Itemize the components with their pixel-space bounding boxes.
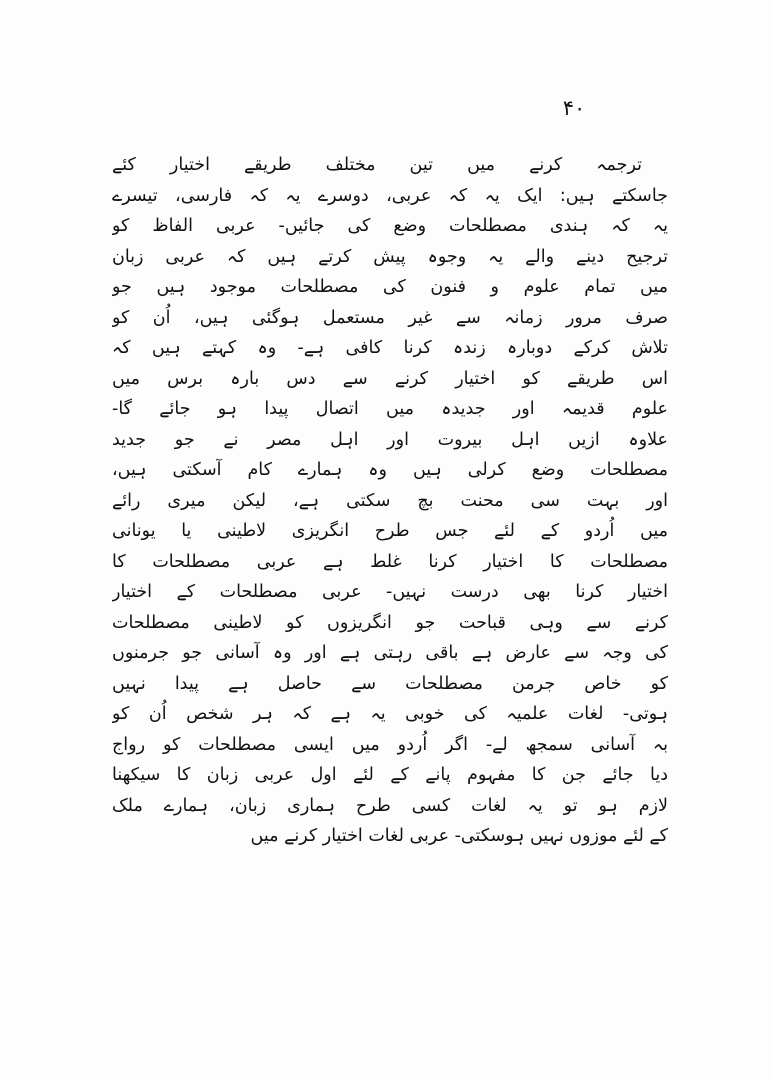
text-line: کرنے سے وہی قباحت جو انگریزوں کو لاطینی مصطلحات bbox=[112, 612, 668, 633]
text-line: لازم ہو تو یہ لغات کسی طرح ہماری زبان، ہمارے ملک bbox=[112, 795, 668, 816]
text-line: اس طریقے کو اختیار کرنے سے دس بارہ برس میں bbox=[112, 368, 668, 389]
text-line: میں اُردو کے لئے جس طرح انگریزی لاطینی یا یونانی bbox=[112, 521, 668, 541]
text-line: دیا جائے جن کا مفہوم پانے کے لئے اول عربی زبان کا سیکھنا bbox=[112, 765, 668, 785]
page-number: ۴۰ bbox=[562, 96, 586, 120]
text-line: تلاش کرکے دوبارہ زندہ کرنا کافی ہے- وہ کہتے ہیں کہ bbox=[112, 338, 668, 358]
text-line: بہ آسانی سمجھ لے- اگر اُردو میں ایسی مصطلحات کو رواج bbox=[112, 734, 668, 755]
text-line: میں تمام علوم و فنون کی مصطلحات موجود ہیں جو bbox=[112, 277, 668, 297]
text-line: مصطلحات وضع کرلی ہیں وہ ہمارے کام آسکتی ہیں، bbox=[112, 460, 668, 480]
text-line: اختیار کرنا بھی درست نہیں- عربی مصطلحات کے اختیار bbox=[112, 582, 668, 602]
text-line: صرف مرور زمانہ سے غیر مستعمل ہوگئی ہیں، اُن کو bbox=[112, 307, 668, 328]
text-line: مصطلحات کا اختیار کرنا غلط ہے عربی مصطلحات کا bbox=[112, 551, 668, 572]
text-line: کی وجہ سے عارض ہے باقی رہتی ہے اور وہ آسانی جو جرمنوں bbox=[112, 643, 668, 663]
text-line: علوم قدیمہ اور جدیدہ میں اتصال پیدا ہو جائے گا- bbox=[112, 399, 668, 419]
text-line: ترجیح دینے والے یہ وجوہ پیش کرتے ہیں کہ عربی زبان bbox=[112, 246, 668, 267]
text-line: یہ کہ ہندی مصطلحات وضع کی جائیں- عربی الفاظ کو bbox=[112, 216, 668, 236]
body-text bbox=[112, 150, 668, 852]
text-line: جاسکتے ہیں: ایک یہ کہ عربی، دوسرے یہ کہ فارسی، تیسرے bbox=[112, 185, 668, 206]
text-line: ترجمہ کرنے میں تین مختلف طریقے اختیار کئے bbox=[112, 155, 642, 175]
text-line: ہوتی- لغات علمیہ کی خوبی یہ ہے کہ ہر شخص اُن کو bbox=[112, 704, 668, 724]
text-line: کے لئے موزوں نہیں ہوسکتی- عربی لغات اختیار کرنے میں bbox=[250, 826, 668, 846]
text-line: اور بہت سی محنت بچ سکتی ہے، لیکن میری رائے bbox=[112, 490, 668, 511]
text-line: علاوہ ازیں اہل بیروت اور اہل مصر نے جو جدید bbox=[112, 429, 668, 450]
text-line: کو خاص جرمن مصطلحات سے حاصل ہے پیدا نہیں bbox=[112, 673, 668, 694]
